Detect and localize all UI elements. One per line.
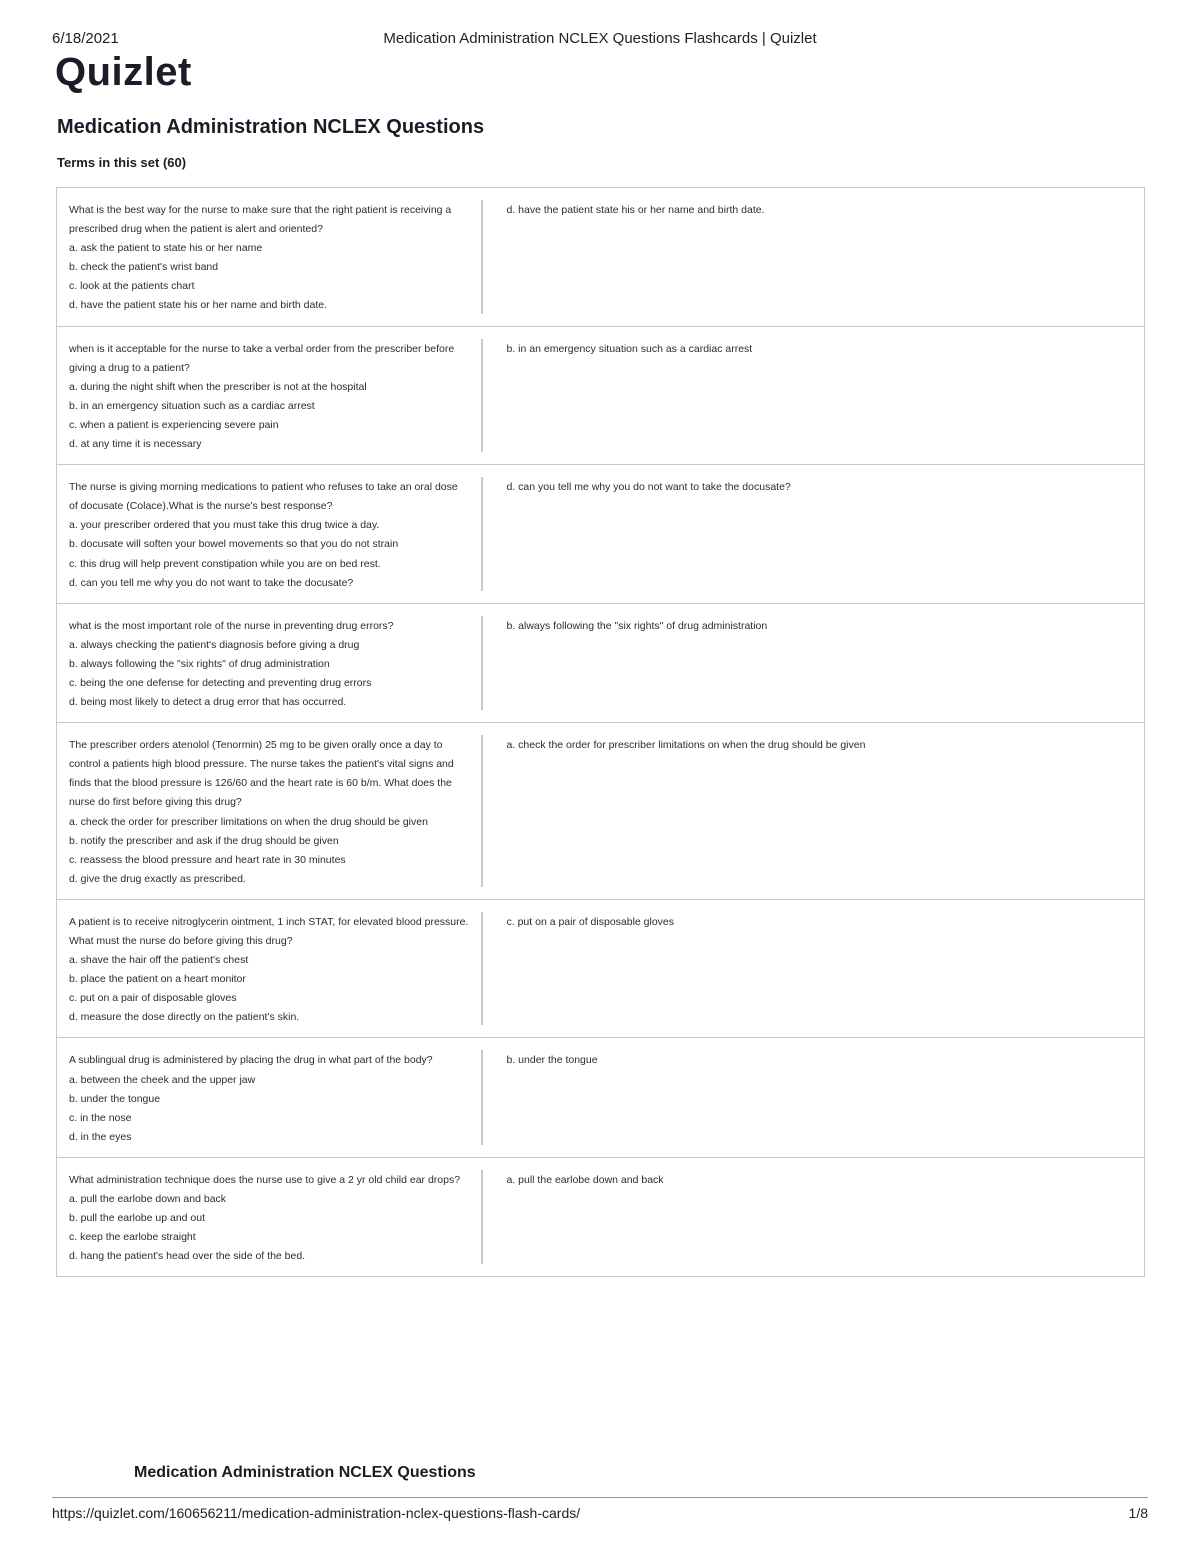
print-url[interactable]: https://quizlet.com/160656211/medication-administration-nclex-questions-flash-cards/ bbox=[52, 1505, 581, 1521]
flashcard-list bbox=[56, 187, 1145, 1277]
flashcard-row bbox=[57, 1038, 1144, 1157]
flashcard-term: A patient is to receive nitroglycerin ointment, 1 inch STAT, for elevated blood pressure. What must the nurse do before giving this drug? a. shave the hair off the patient's chest b. place the patient on a heart monitor c. put on a pair of disposable gloves d. measure the dose directly on the patient's skin. bbox=[69, 915, 469, 1024]
flashcard-row bbox=[57, 327, 1144, 466]
flashcard-definition: b. always following the "six rights" of drug administration bbox=[506, 619, 768, 632]
print-page-title: Medication Administration NCLEX Questions Flashcards | Quizlet bbox=[383, 30, 817, 47]
flashcard-term: What administration technique does the nurse use to give a 2 yr old child ear drops? a. pull the earlobe down and back b. pull the earlobe up and out c. keep the earlobe straight d. hang the patient's head over the side of the bed. bbox=[69, 1173, 461, 1263]
flashcard-row bbox=[57, 723, 1144, 900]
flashcard-row bbox=[57, 900, 1144, 1039]
flashcard-term: The nurse is giving morning medications to patient who refuses to take an oral dose of docusate (Colace).What is the nurse's best response? a. your prescriber ordered that you must take this drug twice a day. b. docusate will soften your bowel movements so that you do not strain c. this drug will help prevent constipation while you are on bed rest. d. can you tell me why you do not want to take the docusate? bbox=[69, 481, 458, 589]
flashcard-definition: b. under the tongue bbox=[506, 1054, 598, 1067]
flashcard-term: The prescriber orders atenolol (Tenormin) 25 mg to be given orally once a day to control a patients high blood pressure. The nurse takes the patient's vital signs and finds that the blood pressure is 126/60 and the heart rate is 60 b/m. What does the nurse do first before giving this drug? a. check the order for prescriber limitations on when the drug should be given b. notify the prescriber and ask if the drug should be given c. reassess the blood pressure and heart rate in 30 minutes d. give the drug exactly as prescribed. bbox=[69, 739, 454, 885]
terms-count-label: Terms in this set (60) bbox=[57, 155, 187, 170]
flashcard-definition: c. put on a pair of disposable gloves bbox=[506, 915, 675, 928]
flashcard-definition: b. in an emergency situation such as a cardiac arrest bbox=[506, 342, 753, 355]
flashcard-definition: a. pull the earlobe down and back bbox=[506, 1173, 664, 1186]
flashcard-definition: d. can you tell me why you do not want to take the docusate? bbox=[506, 481, 791, 494]
flashcard-row bbox=[57, 604, 1144, 723]
flashcard-row bbox=[57, 1158, 1144, 1276]
set-title: Medication Administration NCLEX Questions bbox=[57, 116, 485, 138]
flashcard-term: What is the best way for the nurse to make sure that the right patient is receiving a prescribed drug when the patient is alert and oriented? a. ask the patient to state his or her name b. check the patient's wrist band c. look at the patients chart d. have the patient state his or her name and birth date. bbox=[69, 204, 452, 312]
flashcard-term: when is it acceptable for the nurse to take a verbal order from the prescriber before giving a drug to a patient? a. during the night shift when the prescriber is not at the hospital b. in an emergency situation such as a cardiac arrest c. when a patient is experiencing severe pain d. at any time it is necessary bbox=[69, 342, 455, 451]
flashcard-definition: d. have the patient state his or her name and birth date. bbox=[506, 204, 765, 216]
print-footer bbox=[52, 1505, 1148, 1525]
flashcard-definition: a. check the order for prescriber limitations on when the drug should be given bbox=[506, 739, 866, 752]
page-number: 1/8 bbox=[1128, 1505, 1148, 1521]
flashcard-term: A sublingual drug is administered by placing the drug in what part of the body? a. between the cheek and the upper jaw b. under the tongue c. in the nose d. in the eyes bbox=[69, 1054, 433, 1143]
flashcard-term: what is the most important role of the nurse in preventing drug errors? a. always checking the patient's diagnosis before giving a drug b. always following the "six rights" of drug administration c. being the one defense for detecting and preventing drug errors d. being most likely to detect a drug error that has occurred. bbox=[69, 619, 394, 709]
quizlet-logo[interactable]: Quizlet bbox=[55, 50, 192, 94]
footer-divider bbox=[52, 1497, 1148, 1498]
flashcard-row bbox=[57, 188, 1144, 327]
print-header bbox=[52, 30, 1148, 50]
print-date: 6/18/2021 bbox=[52, 30, 119, 47]
flashcard-row bbox=[57, 465, 1144, 604]
footer-set-title: Medication Administration NCLEX Questions bbox=[134, 1464, 476, 1481]
